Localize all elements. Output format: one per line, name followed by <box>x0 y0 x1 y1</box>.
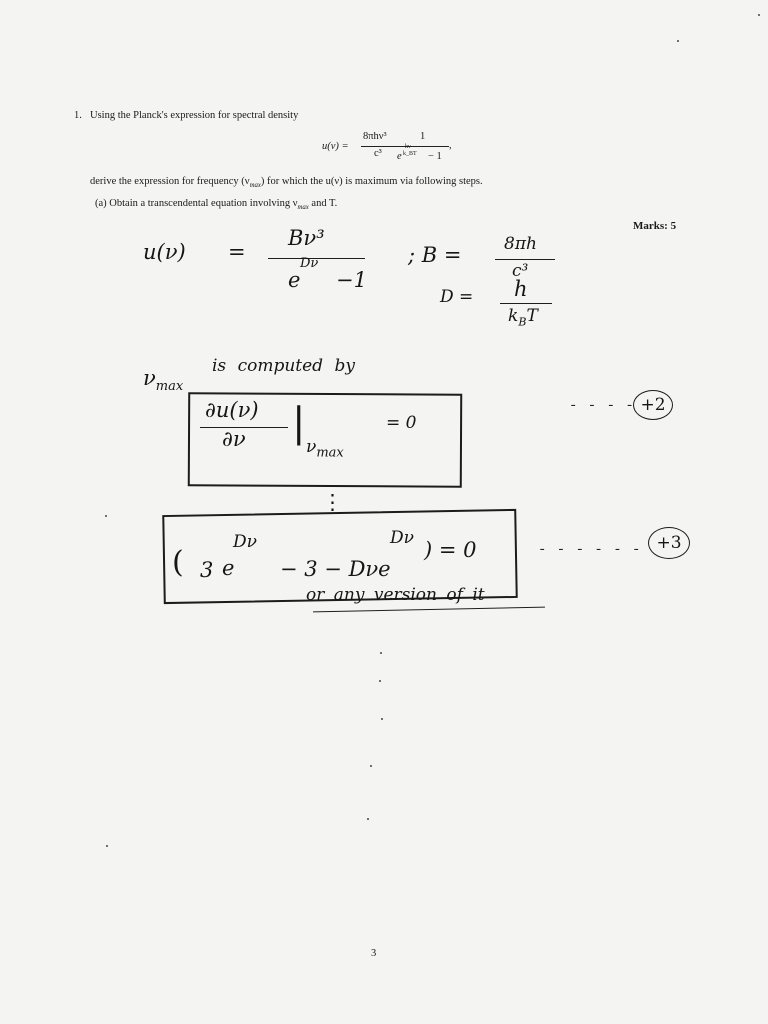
formula-den2-tail: − 1 <box>428 151 442 162</box>
derive-sub: max <box>249 182 261 190</box>
hw-d-den-tail: T <box>526 306 538 326</box>
hw-u-of-v: u(ν) <box>143 240 186 264</box>
part-a-text: Obtain a transcendental equation involving ν <box>109 198 298 209</box>
marks-label: Marks: 5 <box>633 220 677 232</box>
formula-num2: 1 <box>420 131 426 142</box>
hw-vdots: ⋮ <box>322 490 343 514</box>
hw-eval-bar: | <box>292 400 306 446</box>
scan-speck <box>106 845 108 847</box>
hw-box1-rhs: = 0 <box>386 413 417 433</box>
hw-mark1-text: +2 <box>640 395 666 415</box>
hw-equals-1: = <box>228 240 246 264</box>
hw-mark1-circle <box>633 390 673 420</box>
hw-d-fraction-bar <box>500 303 552 304</box>
part-a-label: (a) <box>95 198 107 209</box>
hw-b-fraction-bar <box>495 259 555 260</box>
hw-mark1-dashes: - - - - <box>569 398 635 414</box>
hw-numerator-bv3: Bν³ <box>288 226 325 250</box>
hw-box2-exp2: Dν <box>390 528 414 548</box>
scan-speck <box>379 680 381 682</box>
scan-speck <box>677 40 679 42</box>
hw-box2-three: 3 <box>200 558 214 582</box>
scan-speck <box>370 765 372 767</box>
hw-denominator-e: e <box>288 268 301 292</box>
formula-den2-e: e <box>397 151 402 162</box>
part-a-line <box>95 198 337 211</box>
hw-box2-mid: − 3 − Dνe <box>280 557 391 581</box>
scan-speck <box>105 515 107 517</box>
derive-text: derive the expression for frequency (ν <box>90 176 250 187</box>
hw-box2-exp1: Dν <box>233 532 257 552</box>
hw-denominator-tail: −1 <box>336 268 367 292</box>
formula-den1: c³ <box>374 148 382 159</box>
hw-d-def-den <box>508 306 538 328</box>
hw-d-den-sub: B <box>518 315 527 329</box>
hw-box2-open: ( <box>172 545 184 580</box>
hw-d-def-num: h <box>514 277 528 301</box>
page-number: 3 <box>371 948 377 959</box>
scan-speck <box>367 818 369 820</box>
derive-line <box>90 176 483 189</box>
scan-speck <box>380 652 382 654</box>
hw-vmax <box>143 366 183 394</box>
formula-lhs: u(ν) = <box>322 141 349 152</box>
hw-eval-sub-max: max <box>316 445 344 461</box>
hw-box2-e: e <box>222 556 235 580</box>
hw-box2-close: ) = 0 <box>424 538 477 562</box>
part-a-rest: and T. <box>308 198 338 209</box>
hw-mark2-circle <box>648 527 690 559</box>
hw-eval-sub <box>306 437 344 460</box>
hw-partial-den: ∂ν <box>222 427 246 451</box>
formula-trail: , <box>449 140 452 151</box>
hw-b-def-den: c³ <box>512 261 529 281</box>
hw-b-def-lhs: ; B = <box>408 243 462 267</box>
hw-is-computed-by: is computed by <box>212 356 355 376</box>
hw-eval-sub-v: ν <box>306 437 317 457</box>
formula-exp-den: k_BT <box>403 151 417 157</box>
question-intro: Using the Planck's expression for spectral density <box>90 110 299 121</box>
formula-num1: 8πhν³ <box>363 131 387 142</box>
hw-mark2-dashes: - - - - - - <box>538 542 642 558</box>
hw-or-any-version: or any version of it <box>306 585 485 605</box>
hw-vmax-v: ν <box>143 366 156 390</box>
hw-partial-num: ∂u(ν) <box>205 398 259 422</box>
hw-mark2-text: +3 <box>656 533 682 553</box>
hw-vmax-sub: max <box>155 379 184 395</box>
scan-speck <box>381 718 383 720</box>
hw-b-def-num: 8πh <box>504 234 537 254</box>
hw-d-den-k: k <box>508 306 519 326</box>
hw-d-def-lhs: D = <box>440 287 474 307</box>
part-a-sub: max <box>297 204 309 212</box>
question-number: 1. <box>74 110 82 121</box>
hw-denominator-exp: Dν <box>300 256 319 271</box>
formula-exp-num: hν <box>405 144 411 150</box>
scan-speck <box>758 14 760 16</box>
derive-rest: ) for which the u(ν) is maximum via following steps. <box>260 176 483 187</box>
hw-underline <box>313 607 545 613</box>
